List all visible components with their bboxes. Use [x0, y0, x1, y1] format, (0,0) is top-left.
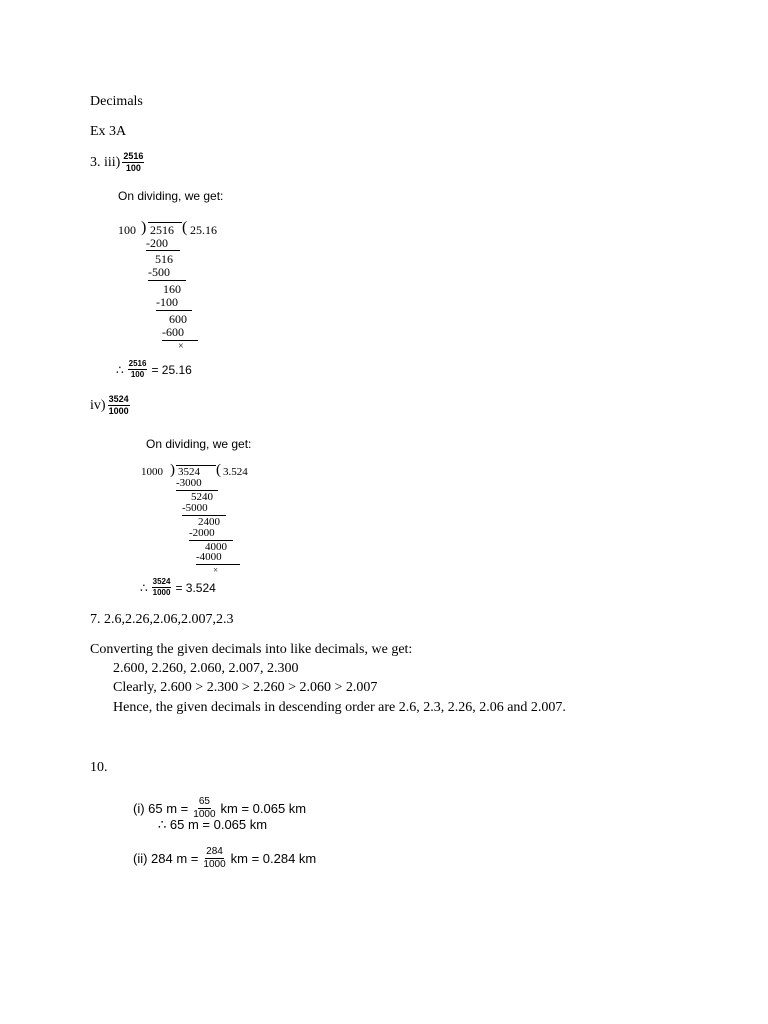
- q10-i-num: 65: [198, 796, 210, 807]
- q7-line-4: Hence, the given decimals in descending order are 2.6, 2.3, 2.26, 2.06 and 2.007.: [113, 700, 566, 715]
- q3-step-4: 160: [163, 282, 181, 296]
- q4-result-value: = 3.524: [175, 580, 216, 595]
- q4-step-5: -2000: [189, 527, 215, 539]
- q3-frac-num: 2516: [123, 151, 144, 161]
- q3-therefore: ∴: [116, 362, 124, 377]
- q7-heading: 7. 2.6,2.26,2.06,2.007,2.3: [90, 612, 234, 627]
- q4-quot-bracket: (: [216, 462, 221, 478]
- q3-rule-2: [148, 280, 186, 281]
- q4-divisor: 1000: [141, 466, 163, 478]
- q4-label: iv): [90, 397, 106, 413]
- q3-result-den: 100: [130, 370, 145, 379]
- q3-quot-bracket: (: [182, 219, 188, 236]
- q3-heading: [90, 152, 144, 173]
- q4-fraction: [108, 395, 130, 416]
- q3-label: 3. iii): [90, 154, 121, 170]
- q3-step-1: -200: [146, 236, 168, 250]
- q4-div-bracket: ): [170, 462, 175, 478]
- q3-step-8: ×: [178, 341, 184, 352]
- q4-step-3: -5000: [182, 502, 208, 514]
- q4-step-2: 5240: [191, 491, 213, 503]
- q3-rule-3: [156, 310, 192, 311]
- q3-result: [116, 360, 192, 379]
- q4-heading: [90, 395, 130, 416]
- q3-div-bracket: ): [141, 219, 147, 236]
- q3-dividend: 2516: [150, 223, 174, 237]
- q4-result: [140, 578, 216, 597]
- q10-i-den: 1000: [193, 809, 216, 820]
- q10-ii-den: 1000: [203, 859, 226, 870]
- q4-step-6: 4000: [205, 541, 227, 553]
- q3-quotient: 25.16: [190, 223, 217, 237]
- q3-result-value: = 25.16: [151, 362, 192, 377]
- q7-line-2: 2.600, 2.260, 2.060, 2.007, 2.300: [113, 661, 299, 676]
- q3-on-dividing: On dividing, we get:: [118, 189, 224, 203]
- q3-step-3: -500: [148, 265, 170, 279]
- q3-step-7: -600: [162, 325, 184, 339]
- q10-i-suffix: km = 0.065 km: [220, 801, 307, 816]
- q10-heading: 10.: [90, 760, 108, 775]
- q3-fraction: [122, 152, 144, 173]
- q4-result-num: 3524: [152, 577, 171, 586]
- q7-line-1: Converting the given decimals into like decimals, we get:: [90, 642, 413, 657]
- q4-on-dividing: On dividing, we get:: [146, 437, 252, 451]
- q3-step-2: 516: [155, 252, 173, 266]
- page-title: Decimals: [90, 94, 143, 109]
- q10-i-prefix: (i) 65 m =: [133, 801, 189, 816]
- q3-rule-1: [146, 250, 180, 251]
- q10-ii-fraction: [203, 847, 225, 870]
- exercise-label: Ex 3A: [90, 124, 127, 139]
- q4-therefore: ∴: [140, 580, 148, 595]
- q10-ii-suffix: km = 0.284 km: [230, 851, 317, 866]
- q4-frac-den: 1000: [108, 406, 129, 416]
- q4-step-7: -4000: [196, 551, 222, 563]
- q4-result-fraction: [152, 578, 172, 597]
- q4-step-8: ×: [213, 565, 219, 575]
- q3-step-6: 600: [169, 312, 187, 326]
- q3-step-5: -100: [156, 295, 178, 309]
- q4-result-den: 1000: [152, 588, 171, 597]
- q4-frac-num: 3524: [108, 394, 129, 404]
- q4-step-4: 2400: [198, 516, 220, 528]
- q3-result-fraction: [128, 360, 148, 379]
- q3-divisor: 100: [118, 223, 136, 237]
- q10-i-therefore: ∴ 65 m = 0.065 km: [158, 817, 268, 832]
- q7-line-3: Clearly, 2.600 > 2.300 > 2.260 > 2.060 > 2.007: [113, 680, 378, 695]
- q10-part-ii: [133, 847, 316, 870]
- q4-dividend: 3524: [178, 466, 200, 478]
- q4-step-1: -3000: [176, 477, 202, 489]
- q3-result-num: 2516: [128, 359, 147, 368]
- q10-ii-prefix: (ii) 284 m =: [133, 851, 199, 866]
- q4-quotient: 3.524: [223, 466, 248, 478]
- q10-ii-num: 284: [206, 846, 223, 857]
- q3-frac-den: 100: [125, 163, 141, 173]
